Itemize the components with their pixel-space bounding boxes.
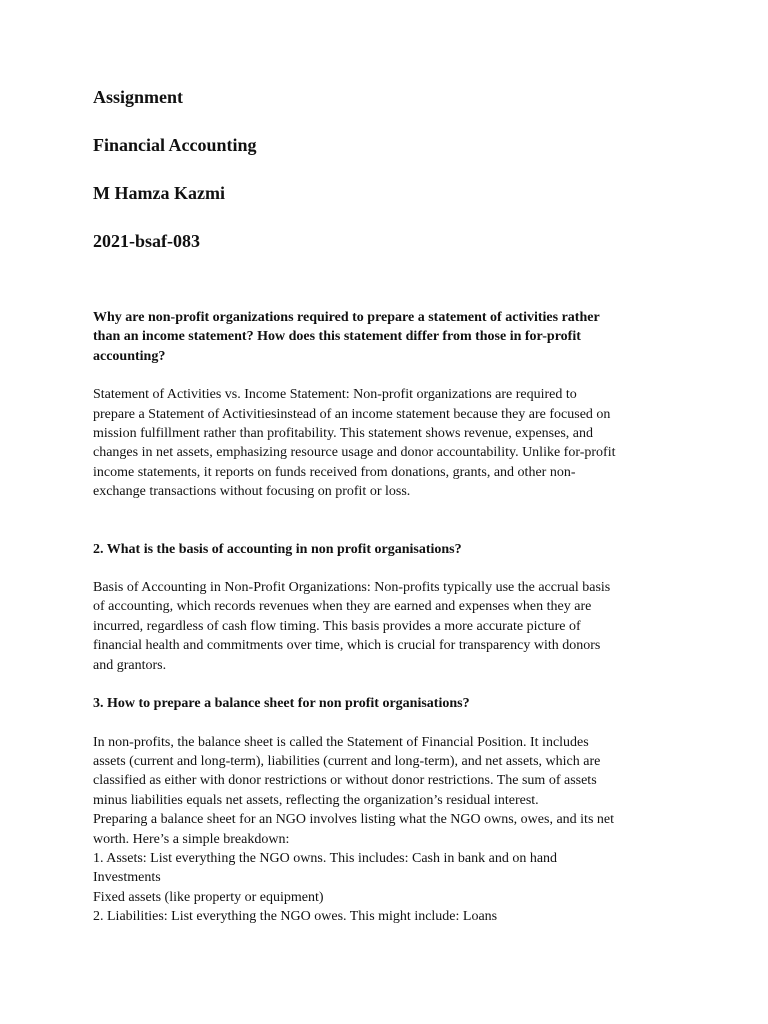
question-3-line: 3. How to prepare a balance sheet for non profit organisations? bbox=[93, 696, 470, 712]
question-2-line: 2. What is the basis of accounting in non profit organisations? bbox=[93, 541, 462, 557]
answer-1-line: mission fulfillment rather than profitability. This statement shows revenue, expenses, and bbox=[93, 426, 594, 442]
assignment-title: Assignment bbox=[93, 87, 184, 107]
answer-1-line: prepare a Statement of Activitiesinstead of an income statement because they are focused on bbox=[93, 406, 611, 422]
answer-1 bbox=[93, 385, 683, 501]
question-2 bbox=[93, 540, 683, 559]
answer-3-line: worth. Here’s a simple breakdown: bbox=[93, 831, 290, 847]
answer-1-line: Statement of Activities vs. Income Statement: Non-profit organizations are required to bbox=[93, 387, 577, 403]
answer-3-line: classified as either with donor restrictions or without donor restrictions. The sum of assets bbox=[93, 773, 597, 789]
answer-3-line: minus liabilities equals net assets, reflecting the organization’s residual interest. bbox=[93, 792, 539, 808]
question-3 bbox=[93, 694, 683, 713]
answer-1-line: changes in net assets, emphasizing resource usage and donor accountability. Unlike for-profit bbox=[93, 445, 616, 461]
answer-3-line: Preparing a balance sheet for an NGO involves listing what the NGO owns, owes, and its net bbox=[93, 812, 614, 828]
question-1-line: Why are non-profit organizations required to prepare a statement of activities rather bbox=[93, 310, 600, 325]
question-1-line: accounting? bbox=[93, 348, 166, 364]
answer-2-line: financial health and commitments over time, which is crucial for transparency with donors bbox=[93, 638, 601, 654]
subject-heading: Financial Accounting bbox=[93, 135, 257, 155]
answer-2-line: incurred, regardless of cash flow timing. This basis provides a more accurate picture of bbox=[93, 618, 581, 634]
author-name: M Hamza Kazmi bbox=[93, 183, 225, 203]
answer-3-line: 2. Liabilities: List everything the NGO owes. This might include: Loans bbox=[93, 909, 498, 925]
answer-2-line: Basis of Accounting in Non-Profit Organizations: Non-profits typically use the accrual basis bbox=[93, 580, 611, 596]
question-1 bbox=[93, 308, 683, 366]
answer-2-line: of accounting, which records revenues when they are earned and expenses when they are bbox=[93, 599, 592, 615]
answer-3-line: Investments bbox=[93, 870, 161, 886]
answer-2-line: and grantors. bbox=[93, 657, 167, 673]
answer-3-line: In non-profits, the balance sheet is called the Statement of Financial Position. It includes bbox=[93, 734, 589, 750]
answer-1-line: exchange transactions without focusing on profit or loss. bbox=[93, 484, 411, 500]
answer-2 bbox=[93, 578, 683, 675]
answer-3-line: Fixed assets (like property or equipment) bbox=[93, 889, 324, 905]
answer-3-line: assets (current and long-term), liabilities (current and long-term), and net assets, which are bbox=[93, 753, 601, 769]
answer-3 bbox=[93, 733, 683, 927]
roll-number: 2021-bsaf-083 bbox=[93, 231, 200, 251]
answer-3-line: 1. Assets: List everything the NGO owns. This includes: Cash in bank and on hand bbox=[93, 850, 558, 866]
question-1-line: than an income statement? How does this statement differ from those in for-profit bbox=[93, 329, 581, 345]
answer-1-line: income statements, it reports on funds received from donations, grants, and other non- bbox=[93, 464, 576, 480]
document-page bbox=[93, 86, 683, 927]
